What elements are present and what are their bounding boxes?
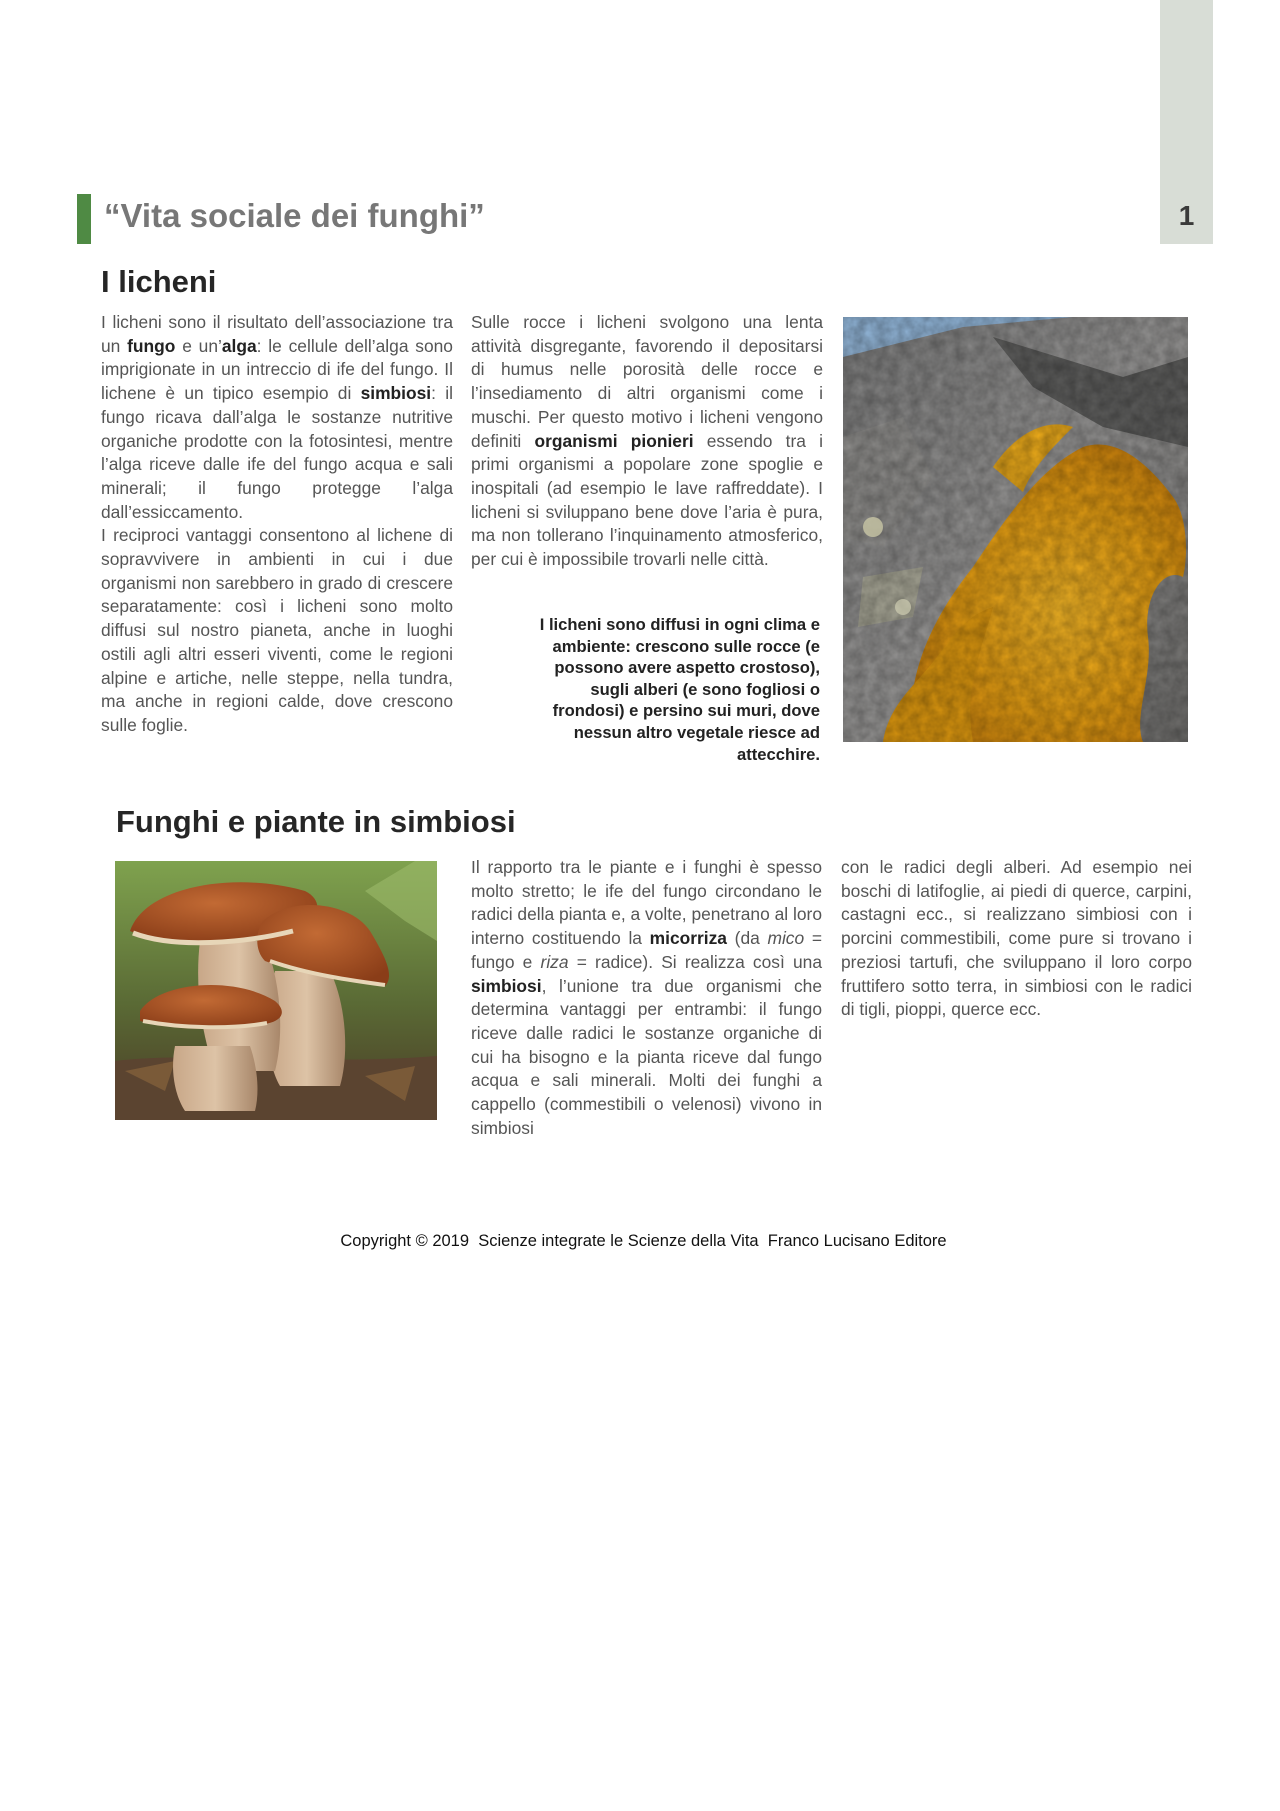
- section-heading-simbiosi: Funghi e piante in simbiosi: [116, 804, 516, 839]
- section-heading-licheni: I licheni: [101, 264, 217, 299]
- chapter-accent-bar: [77, 194, 91, 244]
- copyright-footer: Copyright © 2019 Scienze integrate le Scienze della Vita Franco Lucisano Editore: [340, 1232, 947, 1250]
- chapter-title: “Vita sociale dei funghi”: [104, 197, 485, 234]
- lichen-photo: [843, 317, 1188, 742]
- licheni-column-2: [471, 311, 823, 572]
- simbiosi-column-2: [841, 856, 1192, 1022]
- paragraph: con le radici degli alberi. Ad esempio nei boschi di latifoglie, ai piedi di querce, carpini, castagni ecc., si realizzano simbiosi con i porcini commestibili, come pure si trovano i preziosi tartufi, che sviluppano il loro corpo fruttifero sotto terra, in simbiosi con le radici di tigli, pioppi, querce ecc.: [841, 857, 1192, 1020]
- simbiosi-column-1: [471, 856, 822, 1140]
- page-number: 1: [1178, 200, 1195, 231]
- porcini-mushroom-photo: [115, 861, 437, 1120]
- paragraph: Sulle rocce i licheni svolgono una lenta attività disgregante, favorendo il depositarsi di humus nelle porosità delle rocce e l’insediamento di altri organismi come i muschi. Per questo motivo i licheni vengono definiti organismi pionieri essendo tra i primi organismi a popolare zone spoglie e inospitali (ad esempio le lave raffreddate). I licheni si sviluppano bene dove l’aria è pura, ma non tollerano l’inquinamento atmosferico, per cui è impossibile trovarli nelle città.: [471, 312, 823, 570]
- paragraph: I reciproci vantaggi consentono al lichene di sopravvivere in ambienti in cui i due organismi non sarebbero in grado di crescere separatamente: così i licheni sono molto diffusi sul nostro pianeta, anche in luoghi ostili agli altri esseri viventi, come le regioni alpine e artiche, nelle steppe, nella tundra, ma anche in regioni calde, dove crescono sulle foglie.: [101, 525, 453, 735]
- licheni-column-1: [101, 311, 453, 738]
- lichen-photo-caption: I licheni sono diffusi in ogni clima e ambiente: crescono sulle rocce (e possono avere aspetto crostoso), sugli alberi (e sono fogliosi o frondosi) e persino sui muri, dove nessun altro vegetale riesce ad attecchire.: [539, 615, 820, 764]
- paragraph: Il rapporto tra le piante e i funghi è spesso molto stretto; le ife del fungo circondano le radici della pianta e, a volte, penetrano al loro interno costituendo la micorriza (da mico = fungo e riza = radice). Si realizza così una simbiosi, l’unione tra due organismi che determina vantaggi per entrambi: il fungo riceve dalle radici le sostanze organiche di cui ha bisogno e la pianta riceve dal fungo acqua e sali minerali. Molti dei funghi a cappello (commestibili o velenosi) vivono in simbiosi: [471, 857, 822, 1138]
- paragraph: I licheni sono il risultato dell’associazione tra un fungo e un’alga: le cellule dell’alga sono imprigionate in un intreccio di ife del fungo. Il lichene è un tipico esempio di simbiosi: il fungo ricava dall’alga le sostanze nutritive organiche prodotte con la fotosintesi, mentre l’alga riceve dalle ife del fungo acqua e sali minerali; il fungo protegge l’alga dall’essiccamento.: [101, 312, 453, 522]
